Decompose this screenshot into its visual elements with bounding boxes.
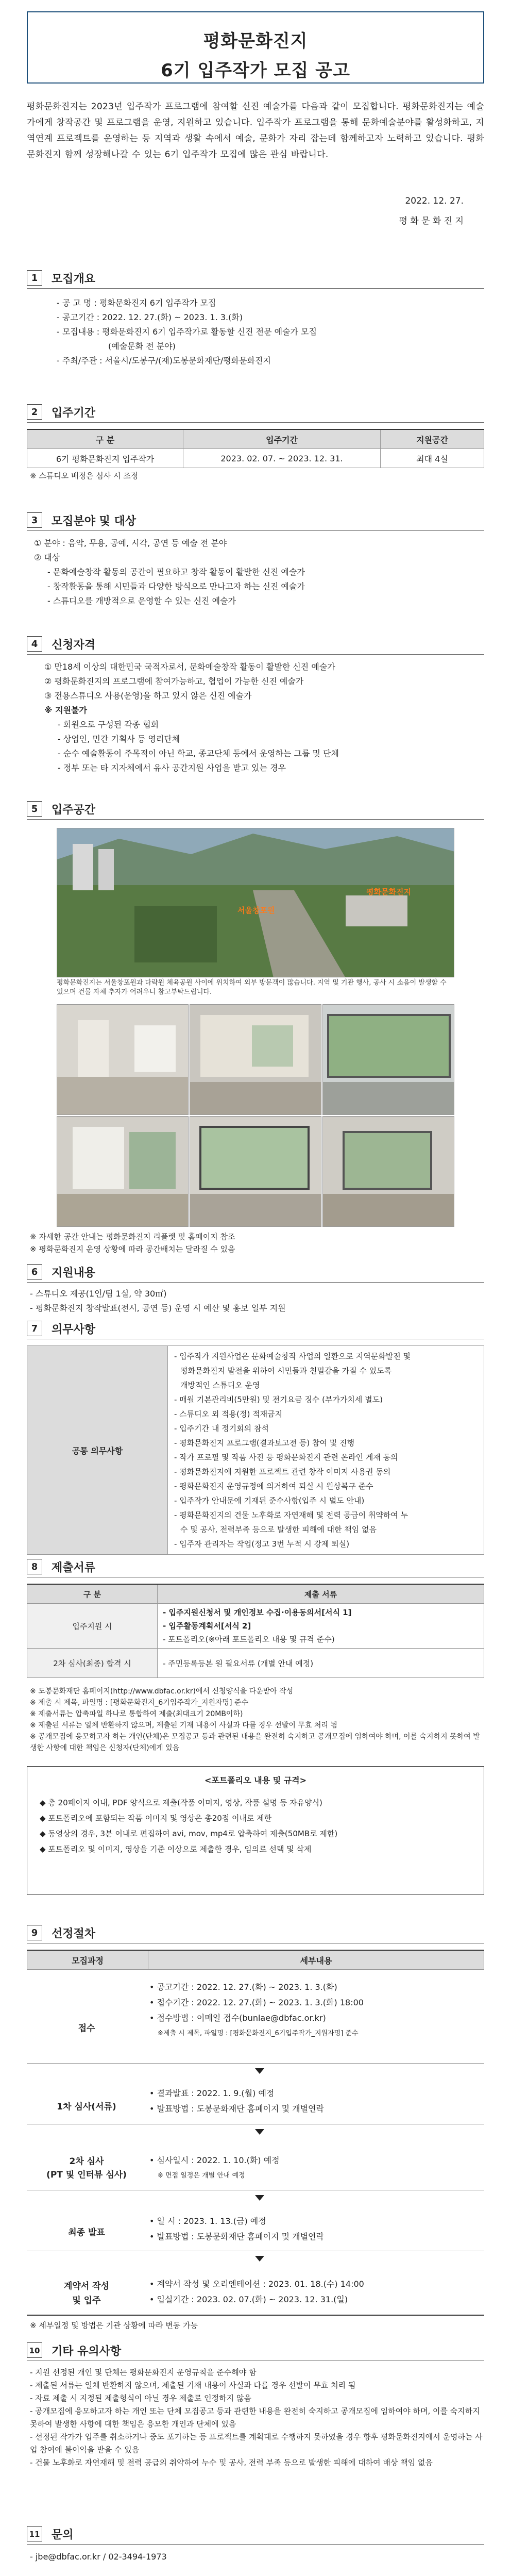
- step-divider: [27, 2063, 484, 2064]
- section-divider: [27, 1282, 484, 1283]
- step-line: • 입실기간 : 2023. 02. 07.(화) ~ 2023. 12. 31.(일): [149, 2295, 348, 2304]
- notice-line: - 공개모집에 응모하고자 하는 개인 또는 단체 모집공고 등과 관련한 내용을 완전히 숙지하고 공개모집에 임하여야 하며, 이를 숙지하지 못하여 발생한 사항에 대한 책임은 응모한 개인과 단체에 있음: [30, 2406, 480, 2429]
- portfolio-item: ◆ 포트폴리오 및 이미지, 영상을 기준 이상으로 제출한 경우, 임의로 선택 및 삭제: [40, 1844, 312, 1854]
- eligibility-line: ① 만18세 이상의 대한민국 국적자로서, 문화예술창작 활동이 활발한 신진 예술가: [44, 662, 335, 672]
- duty-item: - 입주기간 내 정기회의 참석: [174, 1424, 269, 1433]
- step-divider: [27, 1969, 484, 1970]
- notice-date: 2022. 12. 27.: [405, 196, 464, 206]
- section-title: 문의: [52, 2529, 74, 2541]
- duty-item: - 평화문화진지에 지원한 프로젝트 관련 창작 이미지 사용권 동의: [174, 1467, 391, 1476]
- section-period-header: [27, 402, 484, 423]
- document-note: ※ 도봉문화재단 홈페이지(http://www.dbfac.or.kr)에서 신청양식을 다운받아 작성: [30, 1687, 294, 1696]
- section-contact-header: [27, 2524, 484, 2545]
- section-number: 8: [27, 1559, 42, 1574]
- portfolio-title: <포트폴리오 내용 및 규격>: [204, 1775, 307, 1785]
- step-content-contract: [149, 2276, 364, 2307]
- period-table: [27, 429, 484, 468]
- eligibility-line: - 정부 또는 타 지자체에서 유사 공간지원 사업을 받고 있는 경우: [58, 763, 286, 773]
- section-number: 4: [27, 636, 42, 652]
- duty-item: - 평화문화진지 프로그램(결과보고전 등) 참여 및 진행: [174, 1438, 355, 1448]
- support-line: - 평화문화진지 창작발표(전시, 공연 등) 운영 시 예산 및 홍보 일부 지원: [30, 1303, 286, 1313]
- section-notice-body: [30, 2366, 483, 2469]
- section-divider: [27, 288, 484, 289]
- field-line: ① 분야 : 음악, 무용, 공예, 시각, 공연 등 예술 전 분야: [34, 538, 227, 548]
- eligibility-line: ② 평화문화진지의 프로그램에 참여가능하고, 협업이 가능한 신진 예술가: [44, 676, 304, 686]
- step-divider: [27, 2315, 484, 2316]
- table-cell: 2023. 02. 07. ~ 2023. 12. 31.: [183, 449, 381, 468]
- step-line: • 일 시 : 2023. 1. 13.(금) 예정: [149, 2216, 266, 2226]
- section-divider: [27, 422, 484, 423]
- overview-line: - 주최/주관 : 서울시/도봉구/(재)도봉문화재단/평화문화진지: [57, 356, 271, 365]
- portfolio-item: ◆ 동영상의 경우, 3분 이내로 편집하여 avi, mov, mp4로 압축하여 제출(50MB로 제한): [40, 1829, 338, 1838]
- field-line: - 문화예술창작 활동의 공간이 필요하고 창작 활동이 활발한 신진 예술가: [47, 567, 305, 577]
- document-note: ※ 제출 시 제목, 파일명 : [평화문화진지_6기입주작가_지원자명] 준수: [30, 1699, 248, 1707]
- studio-photo: [322, 1004, 454, 1115]
- down-arrow-icon: [255, 2129, 264, 2135]
- section-number: 11: [27, 2526, 42, 2541]
- section-divider: [27, 819, 484, 820]
- duties-list: [168, 1346, 484, 1555]
- duty-item: - 입주작가 지원사업은 문화예술창작 사업의 일환으로 지역문화발전 및: [174, 1352, 411, 1361]
- section-eligibility-header: [27, 634, 484, 655]
- space-note: ※ 평화문화진지 운영 상황에 따라 공간배치는 달라질 수 있음: [30, 1244, 235, 1254]
- duty-item: - 평화문화진지의 건물 노후화로 자연재해 및 전력 공급이 취약하여 누: [174, 1510, 408, 1520]
- field-line: - 창작활동을 통해 시민들과 다양한 방식으로 만나고자 하는 신진 예술가: [47, 581, 305, 591]
- studio-photo: [322, 1116, 454, 1227]
- step-line: • 접수방법 : 이메일 접수(bunlae@dbfac.or.kr): [149, 2013, 326, 2023]
- overview-line: - 공고기간 : 2022. 12. 27.(화) ~ 2023. 1. 3.(화): [57, 312, 243, 322]
- duty-item: 개방적인 스튜디오 운영: [180, 1381, 260, 1390]
- down-arrow-icon: [255, 2195, 264, 2201]
- period-note: ※ 스튜디오 배정은 심사 시 조정: [30, 471, 139, 480]
- portfolio-box: [27, 1766, 484, 1895]
- section-number: 3: [27, 512, 42, 528]
- section-title: 의무사항: [52, 1323, 96, 1336]
- support-line: - 스튜디오 제공(1인/팀 1실, 약 30㎡): [30, 1289, 167, 1299]
- section-overview-body: [57, 296, 317, 368]
- duty-item: - 스튜디오 외 적용(정) 적재금지: [174, 1409, 283, 1419]
- step-line: ※제출 시 제목, 파일명 : [평화문화진지_6기입주작가_지원자명] 준수: [158, 2030, 359, 2037]
- aerial-photo-graphic: [57, 828, 454, 977]
- step-label-final: 최종 발표: [68, 2228, 105, 2238]
- duty-item: 평화문화진지 발전을 위하여 시민들과 친밀감을 가질 수 있도록: [180, 1366, 392, 1375]
- step-line: ※ 면접 일정은 개별 안내 예정: [158, 2172, 245, 2180]
- notice-line: - 제출된 서류는 일체 반환하지 않으며, 제출된 기재 내용이 사실과 다를 경우 선발이 무효 처리 됨: [30, 2381, 356, 2390]
- section-field-header: [27, 510, 484, 531]
- table-cell: 최대 4실: [381, 449, 484, 468]
- map-label-peace-culture: 평화문화진지: [366, 887, 411, 896]
- overview-line: (예술문화 전 분야): [108, 341, 176, 351]
- document-item: - 포트폴리오(※아래 포트폴리오 내용 및 규격 준수): [163, 1635, 335, 1644]
- space-note: ※ 자세한 공간 안내는 평화문화진지 리플렛 및 홈페이지 참조: [30, 1232, 235, 1241]
- section-support-body: [30, 1287, 286, 1316]
- section-title: 지원내용: [52, 1267, 96, 1279]
- table-row: [27, 449, 484, 468]
- selection-header-table: [27, 1950, 484, 1970]
- duty-item: - 작가 프로필 및 작품 사진 등 평화문화진지 관련 온라인 게재 동의: [174, 1453, 398, 1462]
- section-number: 10: [27, 2342, 42, 2358]
- section-space-header: [27, 799, 484, 820]
- title-box: [27, 11, 484, 84]
- eligibility-line: ※ 지원불가: [44, 705, 87, 715]
- contact-line[interactable]: - jbe@dbfac.or.kr / 02-3494-1973: [30, 2552, 167, 2562]
- intro-paragraph: 평화문화진지는 2023년 입주작가 프로그램에 참여할 신진 예술가를 다음과 같이 모집합니다. 평화문화진지는 예술가에게 창작공간 및 프로그램을 운영, 지원하고 있습니다. 입주작가 프로그램을 통해 문화예술분야를 활성화하고, 지역연계 프로젝트를 운영하는 등 지역과 생활 속에서 예술, 문화가 자리 잡는데 함께하고자 노력하고 있습니다. 평화문화진지 함께 성장해나갈 수 있는 6기 입주작가 모집에 많은 관심 바랍니다.: [27, 102, 484, 160]
- section-number: 9: [27, 1925, 42, 1940]
- step-content-second-review: [149, 2153, 280, 2184]
- duty-item: - 평화문화진지 운영규정에 의거하여 퇴실 시 원상복구 준수: [174, 1482, 373, 1491]
- section-title: 신청자격: [52, 639, 96, 652]
- title-line-2: 6기 입주작가 모집 공고: [161, 60, 350, 81]
- section-divider: [27, 2361, 484, 2362]
- table-header: 제출 서류: [158, 1584, 484, 1604]
- document-note: ※ 공개모집에 응모하고자 하는 개인(단체)은 모집공고 등과 관련된 내용을 완전히 숙지하고 공개모집에 임하여야 하며, 이를 숙지하지 못하여 발생한 사항에 대한 책임은 신청자(단체)에게 있음: [30, 1733, 480, 1752]
- site-map-photo: [57, 828, 454, 977]
- duty-item: 수 및 공사, 전력부족 등으로 발생한 피해에 대한 책임 없음: [180, 1525, 377, 1534]
- section-number: 2: [27, 404, 42, 420]
- table-cell: [158, 1604, 484, 1649]
- documents-notes: [30, 1686, 483, 1754]
- selection-note: ※ 세부일정 및 방법은 기관 상황에 따라 변동 가능: [30, 2321, 198, 2330]
- step-line: • 계약서 작성 및 오리엔테이션 : 2023. 01. 18.(수) 14:00: [149, 2279, 364, 2289]
- step-line: • 공고기간 : 2022. 12. 27.(화) ~ 2023. 1. 3.(화): [149, 1982, 337, 1992]
- section-notice-header: [27, 2340, 484, 2361]
- section-title: 제출서류: [52, 1561, 96, 1574]
- field-line: ② 대상: [34, 553, 60, 562]
- eligibility-line: - 순수 예술활동이 주목적이 아닌 학교, 종교단체 등에서 운영하는 그룹 및 단체: [58, 749, 339, 758]
- duties-table: [27, 1345, 484, 1555]
- section-support-header: [27, 1262, 484, 1283]
- duty-item: - 입주자 관리자는 작업(정고 3번 누적 시 강제 퇴실): [174, 1539, 350, 1549]
- portfolio-list: [40, 1795, 471, 1857]
- document-item: - 입주지원신청서 및 개인정보 수집·이용동의서[서식 1]: [163, 1608, 352, 1617]
- section-number: 5: [27, 801, 42, 817]
- notice-line: - 지원 선정된 개인 및 단체는 평화문화진지 운영규칙을 준수해야 함: [30, 2368, 257, 2377]
- table-header: 모집과정: [27, 1950, 148, 1970]
- step-label-receive: 접수: [78, 2023, 95, 2034]
- table-row: [27, 1604, 484, 1649]
- studio-photo: [57, 1116, 189, 1227]
- notice-line: - 건물 노후화로 자연재해 및 전력 공급의 취약하여 누수 및 공사, 전력 부족 등으로 발생한 피해에 대하여 배상 책임 없음: [30, 2458, 433, 2467]
- step-label-contract-sub: 및 입주: [72, 2296, 101, 2306]
- step-line: • 발표방법 : 도봉문화재단 홈페이지 및 개별연락: [149, 2232, 325, 2241]
- duty-item: - 입주작가 안내문에 기재된 준수사항(입주 시 별도 안내): [174, 1496, 365, 1505]
- step-line: • 심사일시 : 2022. 1. 10.(화) 예정: [149, 2155, 280, 2165]
- map-label-changpowon: 서울창포원: [237, 906, 275, 915]
- step-label-second-review-sub: (PT 및 인터뷰 심사): [46, 2170, 127, 2180]
- section-title: 기타 유의사항: [52, 2345, 122, 2358]
- title-line-1: 평화문화진지: [203, 31, 308, 52]
- section-field-body: [34, 536, 305, 608]
- notice-line: - 자료 제출 시 지정된 제출형식이 아닐 경우 제출로 인정하지 않음: [30, 2394, 251, 2403]
- down-arrow-icon: [255, 2068, 264, 2074]
- section-overview-header: [27, 268, 484, 289]
- section-divider: [27, 1577, 484, 1578]
- section-number: 1: [27, 270, 42, 286]
- step-content-first-review: [149, 2086, 324, 2117]
- table-row: [27, 1649, 484, 1678]
- studio-photo: [57, 1004, 189, 1115]
- section-divider: [27, 2544, 484, 2545]
- eligibility-line: ③ 전용스튜디오 사용(운영)을 하고 있지 않은 신진 예술가: [44, 691, 252, 701]
- section-divider: [27, 530, 484, 531]
- step-label-first-review: 1차 심사(서류): [57, 2102, 116, 2112]
- eligibility-line: - 상업인, 민간 기획사 등 영리단체: [58, 734, 180, 744]
- table-header: 입주기간: [183, 429, 381, 449]
- step-line: • 접수기간 : 2022. 12. 27.(화) ~ 2023. 1. 3.(화) 18:00: [149, 1998, 364, 2007]
- step-content-receive: [149, 1980, 364, 2041]
- section-title: 입주기간: [52, 407, 96, 420]
- section-title: 모집개요: [52, 273, 96, 286]
- section-number: 6: [27, 1264, 42, 1279]
- duties-label: 공통 의무사항: [27, 1346, 168, 1555]
- table-cell: 2차 심사(최종) 합격 시: [27, 1649, 158, 1678]
- step-label-second-review: 2차 심사: [69, 2156, 104, 2167]
- table-header: 구 분: [27, 429, 183, 449]
- studio-photo: [190, 1116, 321, 1227]
- document-note: ※ 제출된 서류는 일체 반환하지 않으며, 제출된 기재 내용이 사실과 다를 경우 선발이 무효 처리 됨: [30, 1721, 337, 1730]
- section-documents-header: [27, 1557, 484, 1577]
- section-divider: [27, 654, 484, 655]
- section-selection-header: [27, 1923, 484, 1943]
- section-title: 모집분야 및 대상: [52, 515, 137, 528]
- section-divider: [27, 1943, 484, 1944]
- eligibility-line: - 회원으로 구성된 각종 협회: [58, 720, 159, 729]
- documents-table: [27, 1584, 484, 1678]
- step-label-contract: 계약서 작성: [63, 2281, 110, 2291]
- notice-signature: 평 화 문 화 진 지: [399, 216, 464, 226]
- step-line: • 발표방법 : 도봉문화재단 홈페이지 및 개별연락: [149, 2104, 325, 2114]
- portfolio-item: ◆ 총 20페이지 이내, PDF 양식으로 제출(작품 이미지, 영상, 작품 설명 등 자유양식): [40, 1798, 322, 1807]
- field-line: - 스튜디오를 개방적으로 운영할 수 있는 신진 예술가: [47, 596, 236, 606]
- table-cell: - 주민등록등본 원 필요서류 (개별 안내 예정): [158, 1649, 484, 1678]
- table-cell: 6기 평화문화진지 입주작가: [27, 449, 183, 468]
- step-line: • 결과발표 : 2022. 1. 9.(월) 예정: [149, 2088, 275, 2098]
- document-note: ※ 제출서류는 압축파일 하나로 통합하여 제출(최대크기 20MB이하): [30, 1710, 243, 1718]
- down-arrow-icon: [255, 2256, 264, 2262]
- site-map-caption: 평화문화진지는 서울창포원과 다락원 체육공원 사이에 위치하여 외부 방문객이 많습니다. 지역 및 기관 행사, 공사 시 소음이 발생할 수 있으며 건물 자체 추자가 어려우니 참고부탁드립니다.: [57, 979, 447, 996]
- section-divider: [27, 1339, 484, 1340]
- section-title: 입주공간: [52, 804, 96, 817]
- section-number: 7: [27, 1321, 42, 1336]
- section-duties-header: [27, 1319, 484, 1339]
- overview-line: - 공 고 명 : 평화문화진지 6기 입주작가 모집: [57, 298, 216, 308]
- document-item: - 입주활동계획서[서식 2]: [163, 1621, 251, 1631]
- overview-line: - 모집내용 : 평화문화진지 6기 입주작가로 활동할 신진 전문 예술가 모집: [57, 327, 317, 337]
- notice-line: - 선정된 작가가 입주를 취소하거나 중도 포기하는 등 프로젝트를 계획대로 수행하지 못하였을 경우 향후 평화문화진지에서 운영하는 사업 참여에 불이익을 받을 수 있음: [30, 2432, 483, 2454]
- section-title: 선정절차: [52, 1927, 96, 1940]
- step-content-final: [149, 2214, 324, 2245]
- portfolio-item: ◆ 포트폴리오에 포함되는 작품 이미지 및 영상은 총20점 이내로 제한: [40, 1814, 272, 1823]
- table-header: 구 분: [27, 1584, 158, 1604]
- table-cell: 입주지원 시: [27, 1604, 158, 1649]
- table-header: 지원공간: [381, 429, 484, 449]
- studio-photo: [190, 1004, 321, 1115]
- section-eligibility-body: [44, 660, 339, 775]
- duty-item: - 매월 기본관리비(5만원) 및 전기요금 징수 (부가가치세 별도): [174, 1395, 383, 1404]
- table-header: 세부내용: [148, 1950, 484, 1970]
